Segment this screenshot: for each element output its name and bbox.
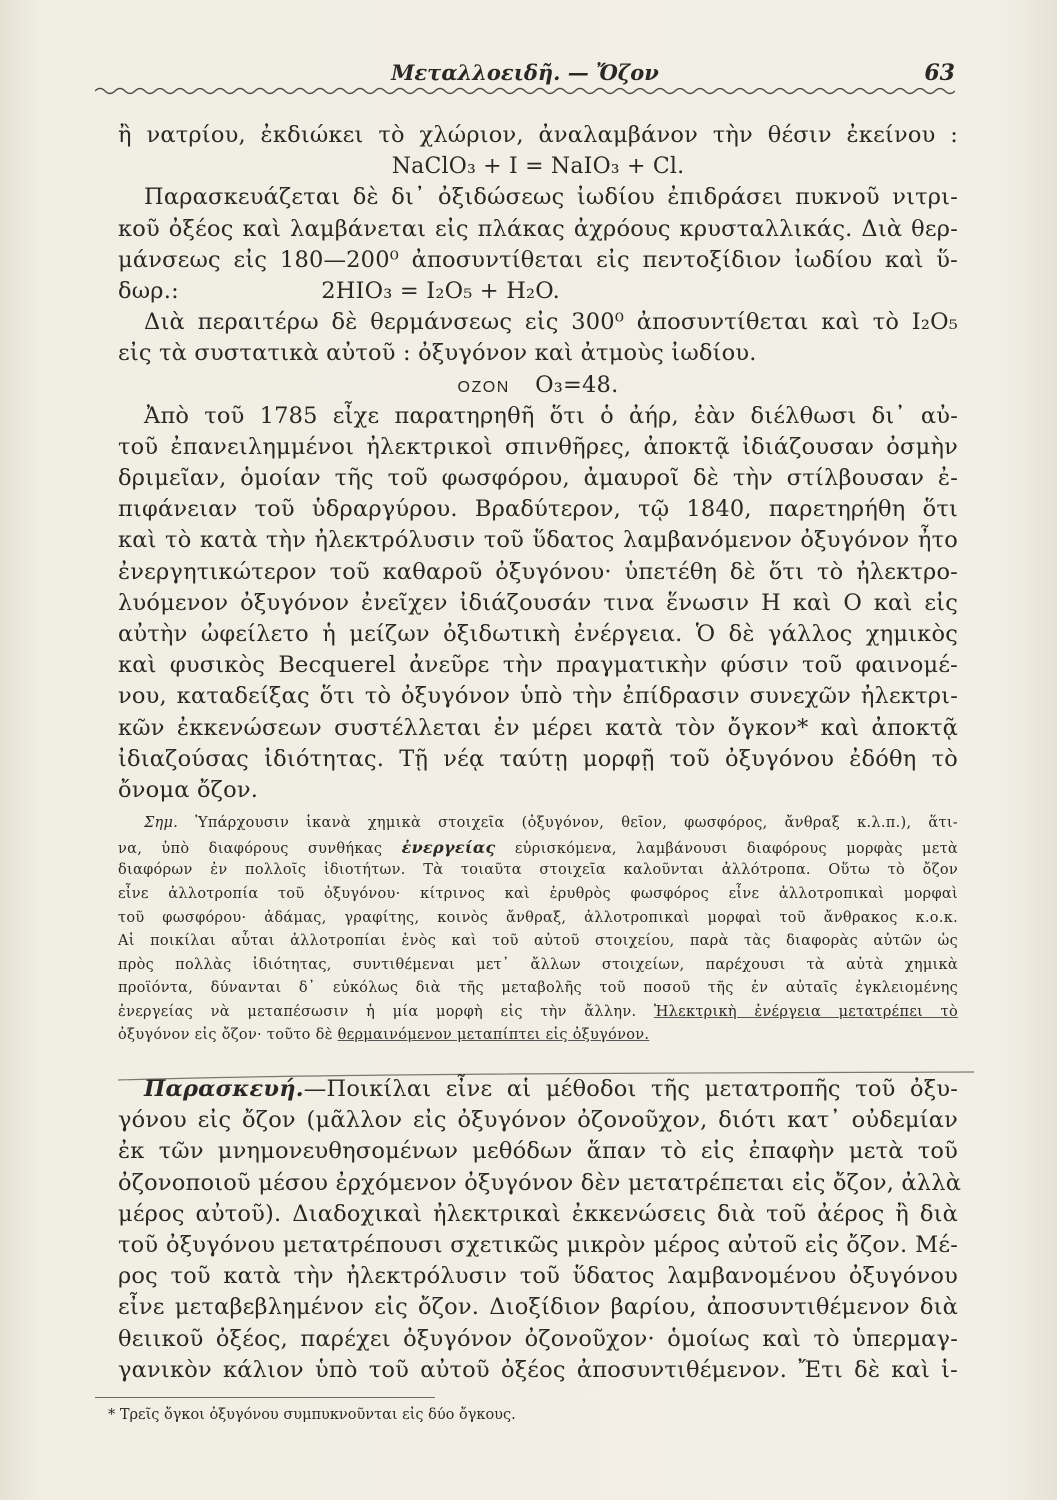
note-line [118, 836, 958, 860]
note-line: τοῦ φωσφόρου· ἀδάμας, γραφίτης, κοινὸς ἄνθραξ, ἀλλοτροπικαὶ μορφαὶ τοῦ ἄνθρακος κ.ο.κ. [118, 909, 958, 926]
note-line: διαφόρων ἐν πολλοῖς ἰδιοτήτων. Τὰ τοιαῦτα στοιχεῖα καλοῦνται ἀλλότροπα. Οὕτω τὸ ὄζον [118, 862, 958, 879]
footnote: * Τρεῖς ὄγκοι ὀξυγόνου συμπυκνοῦνται εἰς δύο ὄγκους. [108, 1407, 516, 1423]
note-text: ἐνεργείας νὰ μεταπέσωσιν ἡ μία μορφὴ εἰς τὴν ἄλλην. [118, 1003, 637, 1020]
formula-line [118, 276, 958, 307]
text-line: ἰδιαζούσας ἰδιότητας. Τῇ νέᾳ ταύτῃ μορφῇ τοῦ ὀξυγόνου ἐδόθη τὸ [118, 745, 958, 772]
text-line: ὄνομα ὄζον. [118, 776, 259, 803]
text-line: εἰς τὰ συστατικὰ αὐτοῦ : ὀξυγόνον καὶ ἀτμοὺς ἰωδίου. [118, 340, 757, 367]
text-line: δριμεῖαν, ὁμοίαν τῆς τοῦ φωσφόρου, ἀμαυροῖ δὲ τὴν στίλβουσαν ἐ- [118, 465, 958, 492]
section-heading-formula: O₃=48. [535, 371, 619, 398]
formula-prefix: δωρ.: [118, 277, 179, 304]
text-line: αὐτὴν ὠφείλετο ἡ μείζων ὀξιδωτικὴ ἐνέργεια. Ὁ δὲ γάλλος χημικὸς [118, 621, 958, 647]
text-line: Ἀπὸ τοῦ 1785 εἶχε παρατηρηθῆ ὅτι ὁ ἀήρ, ἐὰν διέλθωσι δι᾽ αὐ- [144, 402, 958, 429]
text-line: πιφάνειαν τοῦ ὑδραργύρου. Βραδύτερον, τῷ 1840, παρετηρήθη ὅτι [118, 496, 958, 523]
note-line [118, 1001, 958, 1025]
section-heading-label: OZON [457, 378, 510, 396]
paraskeui-section [118, 1074, 962, 1386]
footnote-rule [95, 1397, 435, 1398]
page-body [118, 120, 958, 1048]
formula-line: NaClO₃ + I = NaIO₃ + Cl. [391, 154, 685, 180]
text-line: ἢ νατρίου, ἐκδιώκει τὸ χλώριον, ἀναλαμβάνον τὴν θέσιν ἐκείνου : [118, 122, 958, 148]
running-head [95, 58, 955, 88]
text-line: ρος τοῦ κατὰ τὴν ἠλεκτρόλυσιν τοῦ ὕδατος λαμβανομένου ὀξυγόνου [118, 1263, 958, 1290]
text-line: Παρασκευάζεται δὲ δι᾽ ὀξιδώσεως ἰωδίου ἐπιδράσει πυκνοῦ νιτρι- [144, 184, 958, 211]
note-text: ὀξυγόνον εἰς ὄζον· τοῦτο δὲ [118, 1027, 333, 1044]
text-line: μέρος αὐτοῦ). Διαδοχικαὶ ἠλεκτρικαὶ ἐκκενώσεις διὰ τοῦ ἀέρος ἢ διὰ [118, 1200, 958, 1227]
note-text: Ὑπάρχουσιν ἱκανὰ χημικὰ στοιχεῖα (ὀξυγόνον, θεῖον, φωσφόρος, ἄνθραξ κ.λ.π.), ἅτι- [195, 815, 958, 832]
note-line: Αἱ ποικίλαι αὗται ἀλλοτροπίαι ἑνὸς καὶ τοῦ αὐτοῦ στοιχείου, παρὰ τὰς διαφορὰς αὐτῶν ὡς [118, 933, 958, 950]
text-line: νου, καταδείξας ὅτι τὸ ὀξυγόνον ὑπὸ τὴν ἐπίδρασιν συνεχῶν ἠλεκτρι- [118, 683, 958, 710]
note-text: να, ὑπὸ διαφόρους συνθήκας [118, 840, 383, 857]
note-line: εἶνε ἀλλοτροπία τοῦ ὀξυγόνου· κίτρινος καὶ ἐρυθρὸς φωσφόρος εἶνε ἀλλοτροπικαὶ μορφαὶ [118, 885, 958, 902]
text-line: Διὰ περαιτέρω δὲ θερμάνσεως εἰς 300⁰ ἀποσυντίθεται καὶ τὸ I₂O₅ [144, 309, 958, 336]
text-line: γανικὸν κάλιον ὑπὸ τοῦ αὐτοῦ ὀξέος ἀποσυντιθέμενον. Ἔτι δὲ καὶ ἱ- [118, 1356, 958, 1383]
note-line: προϊόντα, δύνανται δ᾽ εὐκόλως διὰ τῆς μεταβολῆς τοῦ ποσοῦ τῆς ἐν αὐταῖς ἐγκλειομένης [118, 980, 958, 997]
text-line: κοῦ ὀξέος καὶ λαμβάνεται εἰς πλάκας ἀχρόους κρυσταλλικάς. Διὰ θερ- [118, 215, 958, 242]
note-underlined-text: θερμαινόμενον μεταπίπτει εἰς ὀξυγόνον. [337, 1027, 650, 1044]
note-block [118, 812, 958, 1048]
header-wavy-rule [95, 85, 955, 97]
text-line: γόνου εἰς ὄζον (μᾶλλον εἰς ὀξυγόνον ὀζονοῦχον, διότι κατ᾽ οὐδεμίαν [118, 1107, 958, 1134]
note-label: Σημ. [144, 815, 179, 832]
note-line: πρὸς πολλὰς ἰδιότητας, συντιθέμεναι μετ᾽ ἄλλων στοιχείων, παρέχουσι τὰ αὐτὰ χημικὰ [118, 956, 958, 973]
text-line: ἐνεργητικώτερον τοῦ καθαροῦ ὀξυγόνου· ὑπετέθη δὲ ὅτι τὸ ἠλεκτρο- [118, 558, 958, 585]
note-underlined-text: Ἠλεκτρικὴ ἐνέργεια μετατρέπει τὸ [653, 1003, 959, 1020]
text-line: τοῦ ἐπανειλημμένοι ἠλεκτρικοὶ σπινθῆρες, ἀποκτᾷ ἰδιάζουσαν ὀσμὴν [118, 433, 958, 460]
text-line [118, 1074, 958, 1105]
text-line: ἐκ τῶν μνημονευθησομένων μεθόδων ἅπαν τὸ εἰς ἐπαφὴν μετὰ τοῦ [118, 1138, 958, 1165]
note-text: εὑρισκόμενα, λαμβάνουσι διαφόρους μορφὰς μετὰ [514, 840, 958, 857]
text-line: καὶ φυσικὸς Becquerel ἀνεῦρε τὴν πραγματικὴν φύσιν τοῦ φαινομέ- [118, 652, 958, 679]
note-line [118, 1024, 958, 1048]
text-line: τοῦ ὀξυγόνου μετατρέπουσι σχετικῶς μικρὸν μέρος αὐτοῦ εἰς ὄζον. Μέ- [118, 1231, 958, 1258]
section-heading [118, 370, 958, 401]
paragraph-heading: Παρασκευή. [144, 1076, 304, 1102]
page-number: 63 [924, 60, 955, 86]
note-line [118, 812, 958, 836]
text-line: λυόμενον ὀξυγόνον ἐνεῖχεν ἰδιάζουσάν τινα ἕνωσιν H καὶ O καὶ εἰς [118, 589, 958, 616]
text-line: καὶ τὸ κατὰ τὴν ἠλεκτρόλυσιν τοῦ ὕδατος λαμβανόμενον ὀξυγόνον ἦτο [118, 527, 958, 554]
text-line: θειικοῦ ὀξέος, παρέχει ὀξυγόνον ὀζονοῦχον· ὁμοίως καὶ τὸ ὑπερμαγ- [118, 1325, 958, 1352]
text-line: μάνσεως εἰς 180—200⁰ ἀποσυντίθεται εἰς πεντοξίδιον ἰωδίου καὶ ὕ- [118, 246, 958, 273]
text-line: ὀζονοποιοῦ μέσου ἐρχόμενον ὀξυγόνον δὲν μετατρέπεται εἰς ὄζον, ἀλλὰ [118, 1169, 962, 1196]
note-emphasis: ἐνεργείας [401, 837, 496, 857]
paragraph-text: —Ποικίλαι εἶνε αἱ μέθοδοι τῆς μετατροπῆς τοῦ ὀξυ- [303, 1076, 958, 1102]
running-title: Μεταλλοειδῆ. — Ὄζον [391, 60, 659, 85]
formula: 2HIO₃ = I₂O₅ + H₂O. [321, 277, 560, 304]
text-line: εἶνε μεταβεβλημένον εἰς ὄζον. Διοξίδιον βαρίου, ἀποσυντιθέμενον διὰ [118, 1294, 958, 1321]
text-line: κῶν ἐκκενώσεων συστέλλεται ἐν μέρει κατὰ τὸν ὄγκον* καὶ ἀποκτᾷ [118, 714, 958, 741]
